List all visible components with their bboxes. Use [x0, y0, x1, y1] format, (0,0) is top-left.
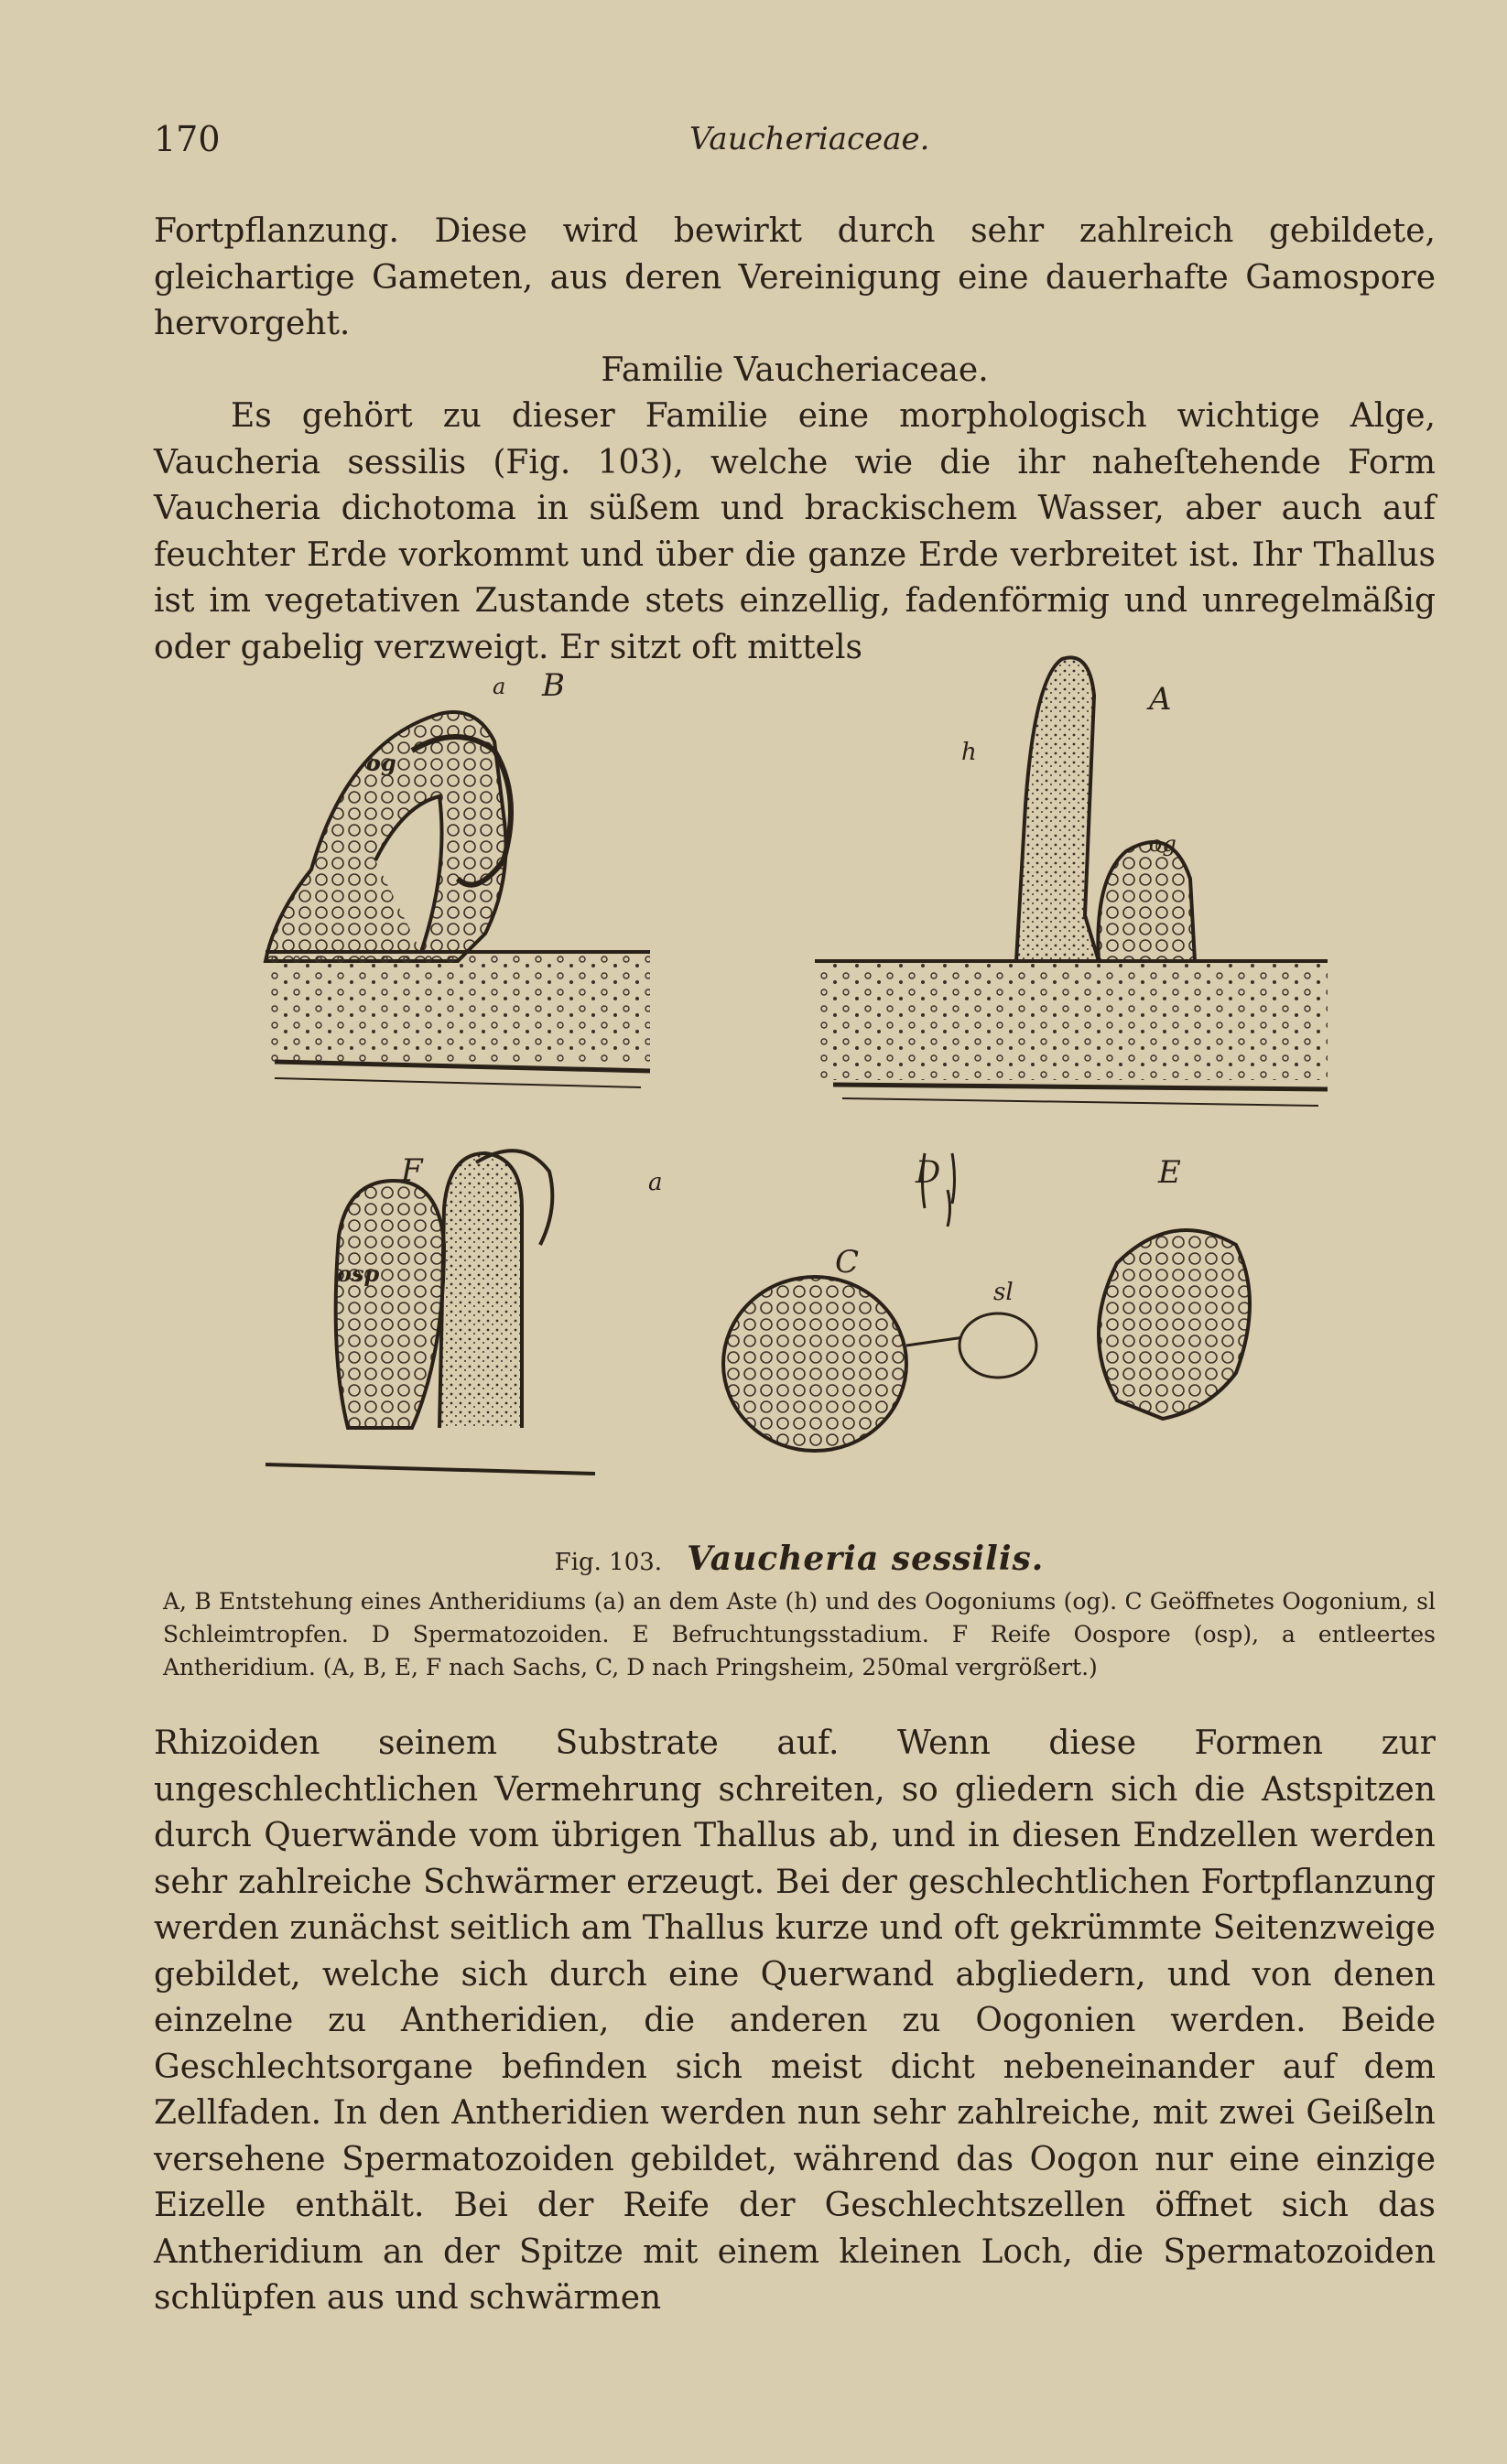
label-a: A [1149, 681, 1172, 718]
panel-e-drawing [1099, 1230, 1250, 1419]
top-text-block [154, 209, 1436, 671]
caption-text: A, B Entstehung eines Antheridiums (a) an dem Aste (h) und des Oogoniums (og). C Geöffnetes Oogonium, sl Schleimtropfen. D Spermatozoiden. E Befruchtungsstadium. F Reife Oospore (osp), a entleertes Antheridium. (A, B, E, F nach Sachs, C, D nach Pringsheim, 250mal vergrößert.) [163, 1588, 1436, 1680]
paragraph-fortpflanzung: Fortpflanzung. Diese wird bewirkt durch sehr zahlreich gebildete, gleichartige Gameten, aus deren Vereinigung eine dauerhafte Gamospore hervorgeht. [154, 212, 1436, 342]
label-c: C [835, 1244, 860, 1281]
panel-c-drawing [723, 1277, 1036, 1451]
label-b: B [542, 667, 565, 704]
bottom-text-block [154, 1721, 1436, 2322]
label-b-a: a [493, 674, 506, 699]
paragraph-vaucheria: Es gehört zu dieser Familie eine morphologisch wichtige Alge, Vaucheria sessilis (Fig. 103), welche wie die ihr naheſtehende Form Vaucheria dichotoma in süßem und brackischem Wasser, aber auch auf feuchter Erde vorkommt und über die ganze Erde verbreitet ist. Ihr Thallus ist im vegetativen Zustande stets einzellig, fadenförmig und unregelmäßig oder gabelig verzweigt. Er sitzt oft mittels [154, 397, 1436, 666]
paragraph-rhizoiden: Rhizoiden seinem Substrate auf. Wenn diese Formen zur ungeschlechtlichen Vermehrung schreiten, so gliedern sich die Astspitzen durch Querwände vom übrigen Thallus ab, und in diesen Endzellen werden sehr zahlreiche Schwärmer erzeugt. Bei der geschlechtlichen Fortpflanzung werden zunächst seitlich am Thallus kurze und oft gekrümmte Seitenzweige gebildet, welche sich durch eine Querwand abgliedern, und von denen einzelne zu Antheridien, die anderen zu Oogonien werden. Beide Geschlechtsorgane befinden sich meist dicht nebeneinander auf dem Zellfaden. In den Antheridien werden nun sehr zahlreiche, mit zwei Geißeln versehene Spermatozoiden gebildet, während das Oogon nur eine einzige Eizelle enthält. Bei der Reife der Geschlechtszellen öffnet sich das Antheridium an der Spitze mit einem kleinen Loch, die Spermatozoiden schlüpfen aus und schwärmen [154, 1724, 1436, 2317]
label-a-og: og [1149, 831, 1176, 857]
caption-title [163, 1540, 1436, 1578]
family-heading: Familie Vaucheriaceae. [601, 351, 989, 389]
label-d: D [916, 1154, 941, 1191]
label-b-og: og [366, 750, 396, 776]
panel-b-drawing [266, 712, 650, 1087]
caption-fig-number: Fig. 103. [554, 1549, 663, 1576]
label-h: h [961, 739, 977, 766]
label-e: E [1158, 1154, 1181, 1191]
figure-illustration [247, 641, 1346, 1519]
figure-103 [247, 641, 1346, 1519]
page-number: 170 [154, 119, 221, 159]
figure-caption [163, 1540, 1436, 1684]
panel-f-drawing [266, 1151, 595, 1474]
label-osp: osp [337, 1260, 380, 1287]
panel-a-drawing [815, 657, 1328, 1106]
label-sl: sl [993, 1279, 1014, 1306]
page-header [154, 119, 1436, 174]
label-f-a: a [648, 1169, 663, 1196]
label-f: F [401, 1152, 423, 1189]
caption-species-name: Vaucheria sessilis. [687, 1540, 1045, 1578]
running-head: Vaucheriaceae. [689, 121, 930, 157]
